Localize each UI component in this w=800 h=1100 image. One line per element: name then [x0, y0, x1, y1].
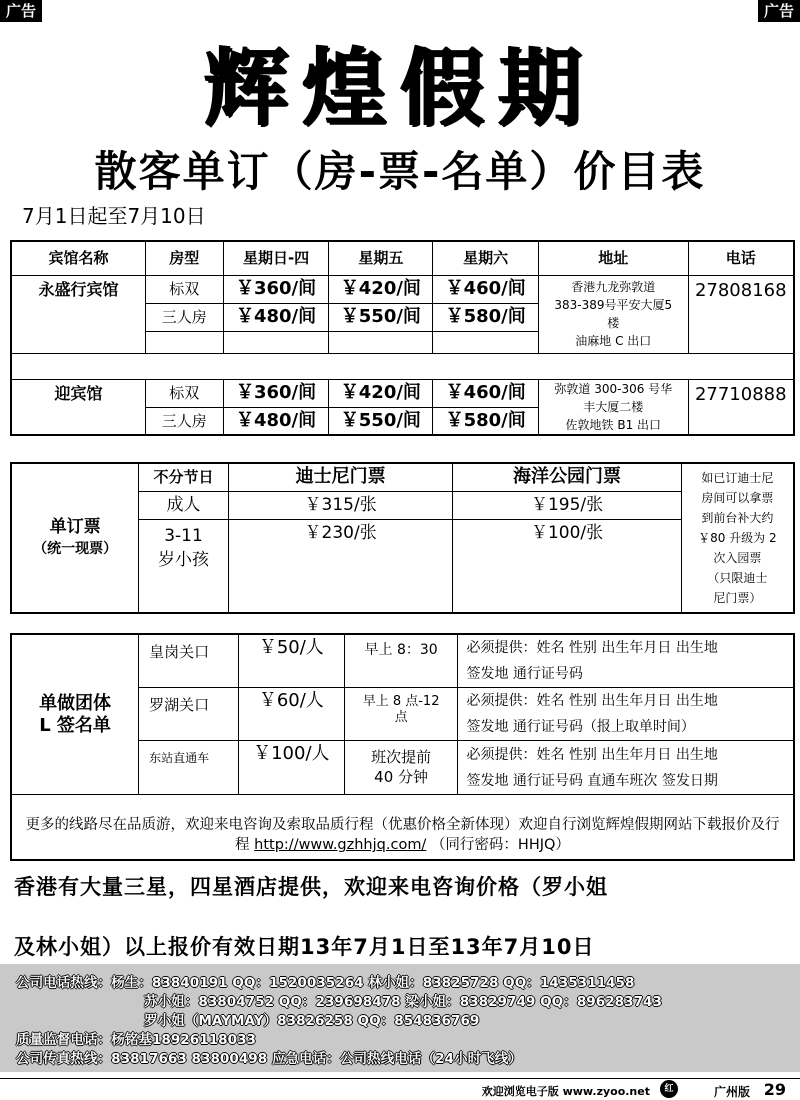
header-sun-thu: 星期日-四 — [223, 241, 329, 275]
hotel-table-header — [11, 241, 794, 275]
hotel-price-table — [10, 240, 795, 436]
date-range: 7月1日起至7月10日 — [22, 204, 206, 228]
port-name: 皇岗关口 — [139, 634, 239, 688]
promo-line-1: 香港有大量三星，四星酒店提供，欢迎来电咨询价格（罗小姐 — [14, 875, 608, 899]
required-info: 必须提供：姓名 性别 出生年月日 出生地 签发地 通行证号码 直通车班次 签发日期 — [458, 741, 794, 795]
group-visa-label: 单做团体 L 签名单 — [11, 634, 139, 795]
header-fri: 星期五 — [329, 241, 433, 275]
visa-fee: ￥60/人 — [238, 688, 344, 741]
empty-cell — [329, 331, 433, 353]
group-visa-table — [10, 633, 795, 861]
hotel-address: 香港九龙弥敦道 383-389号平安大厦5 楼 油麻地 C 出口 — [539, 275, 688, 353]
ticket-header-row — [11, 463, 794, 491]
header-address: 地址 — [539, 241, 688, 275]
disney-header: 迪士尼门票 — [228, 463, 452, 491]
price-fri: ￥420/间 — [329, 379, 433, 407]
ticket-price-table — [10, 462, 795, 614]
price-sat: ￥580/间 — [433, 407, 539, 435]
empty-cell — [223, 331, 329, 353]
pickup-time: 早上 8 点-12 点 — [344, 688, 458, 741]
table-row — [11, 634, 794, 688]
price-list-title: 散客单订（房-票-名单）价目表 — [94, 147, 706, 196]
price-sun-thu: ￥480/间 — [223, 407, 329, 435]
price-sat: ￥460/间 — [433, 275, 539, 303]
pickup-time: 班次提前 40 分钟 — [344, 741, 458, 795]
ocean-park-header: 海洋公园门票 — [453, 463, 681, 491]
hotel-name: 迎宾馆 — [11, 379, 145, 435]
room-type: 三人房 — [145, 303, 223, 331]
brand-title: 辉煌假期 — [203, 38, 596, 137]
spacer-row — [11, 353, 794, 379]
hotel-phone: 27808168 — [688, 275, 794, 353]
more-info-row — [11, 795, 794, 861]
price-sun-thu: ￥360/间 — [223, 275, 329, 303]
promo-line-2: 及林小姐）以上报价有效日期13年7月1日至13年7月10日 — [14, 935, 595, 959]
room-type: 标双 — [145, 275, 223, 303]
required-info: 必须提供：姓名 性别 出生年月日 出生地 签发地 通行证号码（报上取单时间） — [458, 688, 794, 741]
site-link[interactable]: 欢迎浏览电子版 www.zyoo.net — [481, 1085, 650, 1098]
fax-line: 公司传真热线：83817663 83800498 应急电话：公司热线电话（24小时飞线） — [16, 1051, 522, 1067]
price-fri: ￥420/间 — [329, 275, 433, 303]
peer-password: （同行密码：HHJQ） — [430, 837, 570, 853]
ocean-price: ￥195/张 — [453, 491, 681, 519]
contact-line-2: 苏小姐：83804752 QQ：239698478 梁小姐：83829749 QQ：896283743 — [144, 994, 662, 1010]
ticket-label: 单订票 （统一现票） — [11, 463, 139, 613]
price-sun-thu: ￥480/间 — [223, 303, 329, 331]
port-name: 东站直通车 — [139, 741, 239, 795]
header-hotel-name: 宾馆名称 — [11, 241, 145, 275]
quality-hotline: 质量监督电话：杨铭基18926118033 — [16, 1032, 256, 1048]
visa-fee: ￥100/人 — [238, 741, 344, 795]
required-info: 必须提供：姓名 性别 出生年月日 出生地 签发地 通行证号码 — [458, 634, 794, 688]
disney-price: ￥230/张 — [228, 519, 452, 613]
hotel-name: 永盛行宾馆 — [11, 275, 145, 353]
table-row — [11, 275, 794, 303]
upgrade-note: 如已订迪士尼 房间可以拿票 到前台补大约 ￥80 升级为 2 次入园票 （只限迪士 尼门票） — [681, 463, 794, 613]
ad-tag-right: 广告 — [758, 0, 800, 22]
hotel-address: 弥敦道 300-306 号华 丰大厦二楼 佐敦地铁 B1 出口 — [539, 379, 688, 435]
price-fri: ￥550/间 — [329, 407, 433, 435]
contact-line-3: 罗小姐（MAYMAY）83826258 QQ：854836769 — [144, 1013, 480, 1029]
empty-cell — [145, 331, 223, 353]
page-footer — [0, 1078, 800, 1100]
more-routes-text: 更多的线路尽在品质游，欢迎来电咨询及索取品质行程（优惠价格全新体现）欢迎自行浏览辉煌假期网站下载报价及行程 http://www.gzhhjq.com/ （同行密码：HHJQ） — [11, 795, 794, 861]
ticket-type: 成人 — [139, 491, 229, 519]
pickup-time: 早上 8：30 — [344, 634, 458, 688]
website-link[interactable]: http://www.gzhhjq.com/ — [254, 837, 427, 853]
price-sat: ￥580/间 — [433, 303, 539, 331]
empty-cell — [433, 331, 539, 353]
ad-tag-left: 广告 — [0, 0, 42, 22]
contact-footer — [0, 964, 800, 1072]
edition-label: 广州版 — [713, 1085, 750, 1099]
contact-line-1: 公司电话热线：杨生：83840191 QQ：1520035264 林小姐：83825728 QQ：1435311458 — [16, 975, 635, 991]
header-sat: 星期六 — [433, 241, 539, 275]
publisher-logo-icon: 红 — [660, 1080, 678, 1098]
header-room-type: 房型 — [145, 241, 223, 275]
page-number: 29 — [763, 1080, 786, 1099]
divider — [0, 1078, 800, 1079]
col-header-no-holiday: 不分节日 — [139, 463, 229, 491]
ocean-price: ￥100/张 — [453, 519, 681, 613]
table-row — [11, 379, 794, 407]
price-fri: ￥550/间 — [329, 303, 433, 331]
disney-price: ￥315/张 — [228, 491, 452, 519]
room-type: 三人房 — [145, 407, 223, 435]
ticket-type: 3-11 岁小孩 — [139, 519, 229, 613]
price-sat: ￥460/间 — [433, 379, 539, 407]
empty-cell — [11, 353, 794, 379]
visa-fee: ￥50/人 — [238, 634, 344, 688]
price-sun-thu: ￥360/间 — [223, 379, 329, 407]
hotel-phone: 27710888 — [688, 379, 794, 435]
room-type: 标双 — [145, 379, 223, 407]
header-phone: 电话 — [688, 241, 794, 275]
port-name: 罗湖关口 — [139, 688, 239, 741]
